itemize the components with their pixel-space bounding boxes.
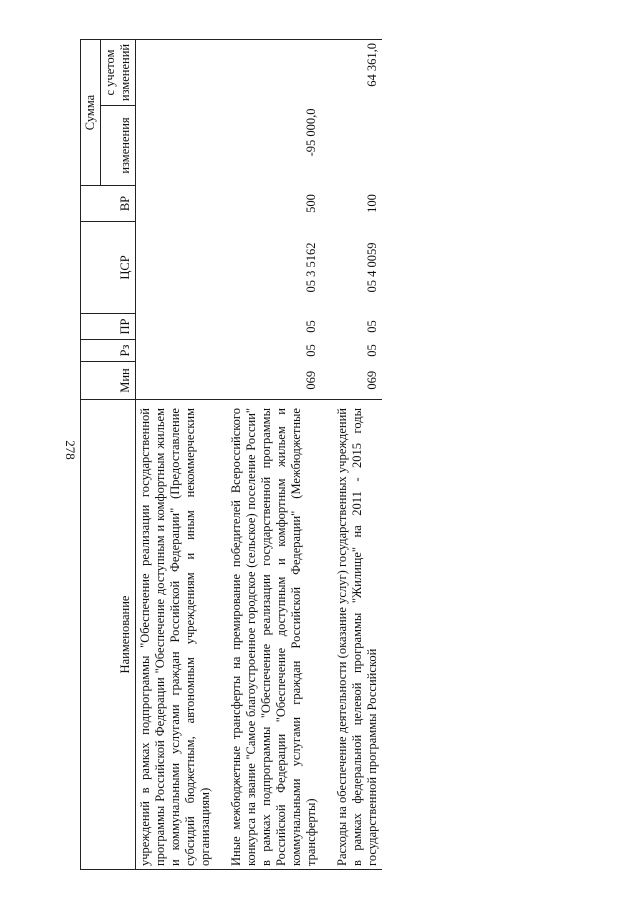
row-pr: 05 [365,320,379,333]
row-pr [136,314,216,340]
row-total [136,40,216,106]
budget-table [80,39,382,870]
row-change [136,106,216,186]
header-pr: ПР [81,314,136,340]
row-change [333,106,382,186]
header-change: изменения [101,106,136,186]
row-change: -95 000,0 [304,108,318,157]
row-vr [136,186,216,222]
row-name: Расходы на обеспечение деятельности (оказание услуг) государственных учреждений в рамках федеральной целевой программы "Жилище" на 2011 - 2015 годы государственной программы Российской [333,400,382,870]
row-rz: 05 [304,344,318,357]
rotated-table-page [80,40,600,870]
page-number: 278 [63,440,78,460]
row-min: 069 [365,370,379,390]
row-rz: 05 [365,344,379,357]
row-csr: 05 4 0059 [365,242,379,293]
row-spacer [321,40,333,870]
header-vr: ВР [81,186,136,222]
row-min: 069 [304,370,318,390]
header-rz: Рз [81,340,136,362]
row-csr [136,222,216,314]
header-csr: ЦСР [81,222,136,314]
row-min [136,362,216,400]
row-spacer [215,40,227,870]
row-pr: 05 [304,320,318,333]
header-sum: Сумма [81,40,101,186]
row-total [227,40,321,106]
table-row [136,40,216,870]
table-row [333,40,382,870]
row-vr: 500 [304,194,318,213]
row-total: 64 361,0 [333,40,382,106]
row-vr: 100 [365,194,379,213]
header-with-changes: с учетом изменений [101,40,136,106]
row-csr: 05 3 5162 [304,242,318,293]
header-min: Мин [81,362,136,400]
row-rz [136,340,216,362]
row-name: учреждений в рамках подпрограммы "Обеспечение реализации государственной программы Российской Федерации "Обеспечение доступным и комфортным жильем и коммунальными услугами граждан Российской Федерации" (Предоставление субсидий бюджетным, автономным учреждениям и иным некоммерческим организациям) [136,400,216,870]
header-name: Наименование [81,400,136,870]
table-row [227,40,321,870]
row-name: Иные межбюджетные трансферты на премирование победителей Всероссийского конкурса на звание "Самое благоустроенное городское (сельское) поселение России" в рамках подпрограммы "Обеспечение реализации государственной программы Российской Федерации "Обеспечение доступным и комфортным жильем и коммунальными услугами граждан Российской Федерации" (Межбюджетные трансферты) [227,400,321,870]
